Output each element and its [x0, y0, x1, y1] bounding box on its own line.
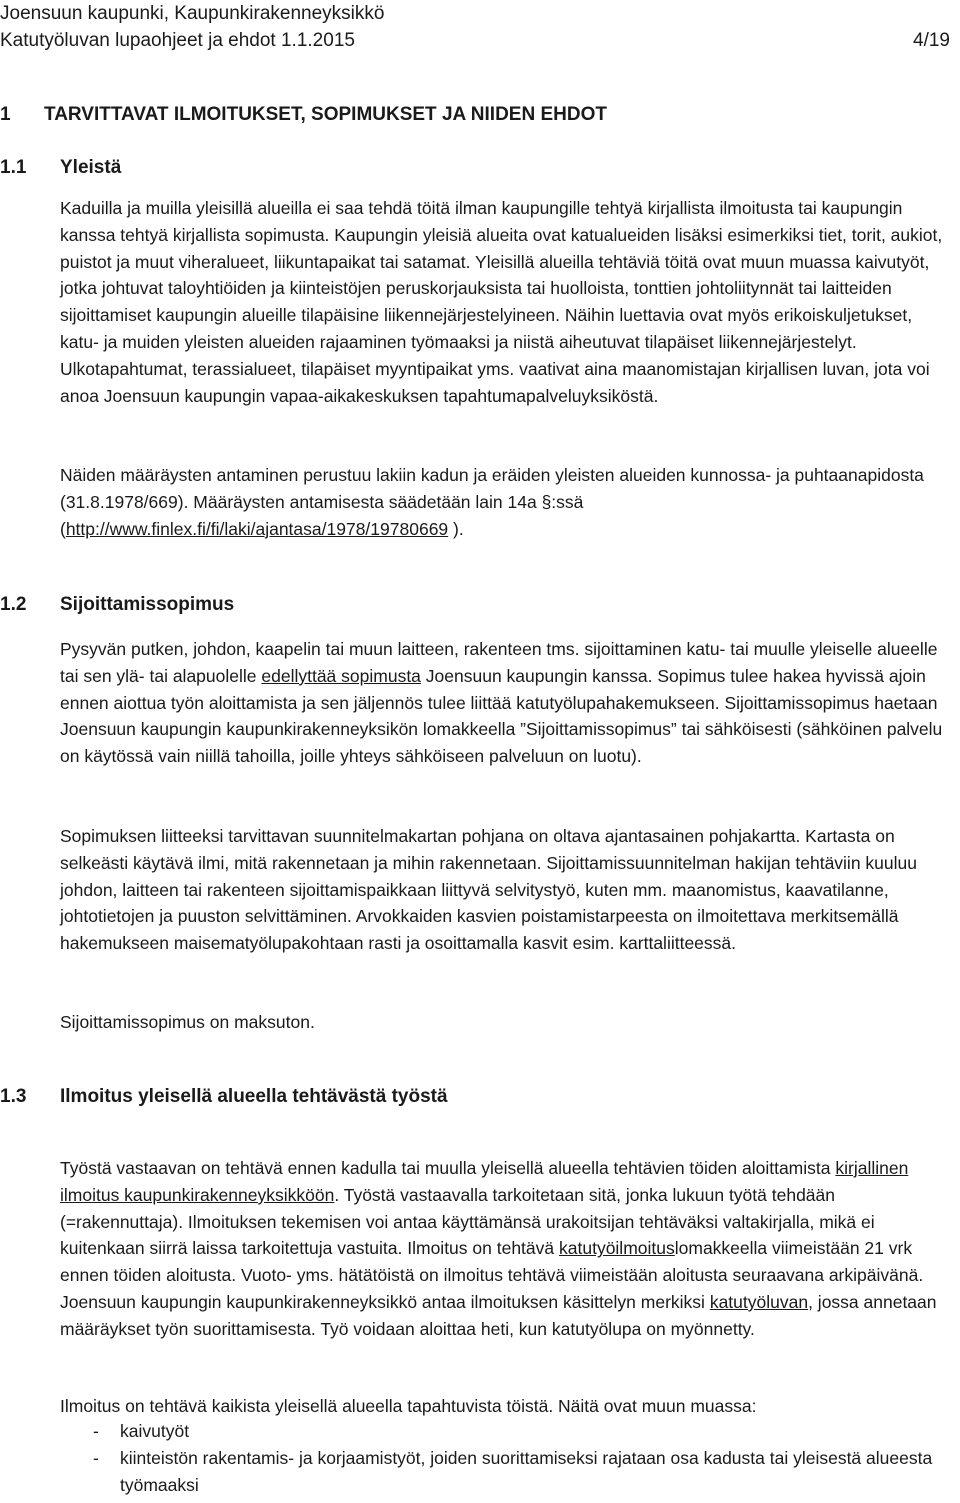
section-1-2-paragraph-3 — [60, 1009, 955, 1036]
section-title: TARVITTAVAT ILMOITUKSET, SOPIMUKSET JA NIIDEN EHDOT — [44, 104, 607, 125]
paragraph-text: Kaduilla ja muilla yleisillä alueilla ei saa tehdä töitä ilman kaupungille tehtyä kirjallista ilmoitusta tai kaupungin kanssa tehtyä kirjallista sopimusta. Kaupungin yleisiä alueita ovat katualueiden lisäksi esimerkiksi tiet, torit, aukiot, puistot ja muut viheralueet, liikuntapaikat tai satamat. Yleisillä alueilla tehtäviä töitä ovat muun muassa kaivutyöt, jotka johtuvat taloyhtiöiden ja kiinteistöjen peruskorjauksista tai huolloista, tonttien johtoliitynnät tai laitteiden sijoittamiset kaupungin alueille tilapäisine liikennejärjestelyineen. Näihin luettavia ovat myös erikoiskuljetukset, katu- ja muiden yleisten alueiden rajaaminen työmaaksi ja niistä aiheutuvat tilapäiset liikennejärjestelyt. Ulkotapahtumat, terassialueet, tilapäiset myyntipaikat yms. vaativat aina maanomistajan kirjallisen luvan, jota voi anoa Joensuun kaupungin vapaa-aikakeskuksen tapahtumapalveluyksiköstä. — [60, 198, 943, 406]
list-item — [60, 1445, 940, 1499]
text-run: lomakkeella viimeistään 21 vrk ennen töiden aloitusta. Vuoto- yms. hätätöistä on ilmoitus tehtävä viimeistään aloitusta seuraavana arkipäivänä. Joensuun kaupungin kaupunkirakenneyksikkö antaa ilmoituksen käsittelyn merkiksi — [60, 1238, 924, 1312]
page-header — [0, 0, 960, 54]
paragraph-text — [60, 1155, 955, 1343]
section-1-3-paragraph-1 — [60, 1155, 955, 1343]
katutyoilmoitus-link[interactable]: katutyöilmoitus — [559, 1238, 675, 1259]
paragraph-text: Sijoittamissopimus on maksuton. — [60, 1012, 315, 1032]
text-run: , jossa annetaan määräykset työn suorittamisesta. Työ voidaan aloittaa heti, kun katutyölupa on myönnetty. — [60, 1291, 937, 1339]
section-number: 1.3 — [0, 1086, 27, 1107]
list-item-text: kiinteistön rakentamis- ja korjaamistyöt, joiden suorittamiseksi rajataan osa kadusta tai yleisestä alueesta työmaaksi — [120, 1447, 933, 1495]
katutyolupa-link[interactable]: katutyöluvan — [709, 1291, 809, 1312]
section-1-1-paragraph-2 — [60, 462, 955, 542]
text-run: . Työstä vastaavalla tarkoitetaan sitä, jonka lukuun työtä tehdään (=rakennuttaja). Ilmoituksen tekemisen voi antaa käyttämänsä urakoitsijan tehtäväksi valtakirjalla, mikä ei kuitenkaan siirrä laissa tarkoitettuja vastuita. Ilmoitus on tehtävä — [60, 1184, 875, 1259]
section-1-3-paragraph-2 — [60, 1393, 955, 1420]
text-run: Pysyvän putken, johdon, kaapelin tai muun laitteen, rakenteen tms. sijoittaminen katu- tai muulle yleiselle alueelle tai sen ylä- tai alapuolelle — [60, 639, 938, 686]
section-1-3-heading — [0, 1086, 448, 1108]
section-1-2-heading — [0, 594, 234, 616]
header-line2 — [0, 27, 960, 54]
finlex-link[interactable]: http://www.finlex.fi/fi/laki/ajantasa/1978/19780669 — [65, 518, 449, 539]
text-run: ). — [448, 518, 464, 539]
paragraph-text: Ilmoitus on tehtävä kaikista yleisellä alueella tapahtuvista töistä. Näitä ovat muun muassa: — [60, 1396, 757, 1416]
section-1-1-paragraph-1 — [60, 195, 955, 409]
ilmoitus-link[interactable]: kirjallinen ilmoitus kaupunkirakenneyksikköön — [60, 1158, 909, 1205]
sopimus-link[interactable]: edellyttää sopimusta — [261, 665, 421, 686]
section-title: Sijoittamissopimus — [60, 594, 235, 615]
section-title: Ilmoitus yleisellä alueella tehtävästä työstä — [60, 1086, 448, 1107]
page-number: 4/19 — [913, 30, 950, 51]
section-number: 1.2 — [0, 594, 27, 615]
section-1-2-paragraph-1 — [60, 636, 955, 770]
section-number: 1.1 — [0, 157, 27, 178]
paragraph-text — [60, 462, 955, 542]
section-number: 1 — [0, 104, 11, 125]
section-1-1-heading — [0, 157, 121, 179]
list-dash: - — [93, 1447, 99, 1468]
list-item-text: kaivutyöt — [120, 1421, 190, 1441]
paragraph-text: Sopimuksen liitteeksi tarvittavan suunnitelmakartan pohjana on oltava ajantasainen pohjakartta. Kartasta on selkeästi käytävä ilmi, mitä rakennetaan ja mihin rakennetaan. Sijoittamissuunnitelman hakijan tehtäviin kuuluu johdon, laitteen tai rakenteen sijoittamispaikkaan liittyvä selvitystyö, kuten mm. maanomistus, kaavatilanne, johtotietojen ja puuston selvittäminen. Arvokkaiden kasvien poistamistarpeesta on ilmoitettava merkitsemällä hakemukseen maisematyölupakohtaan rasti ja osoittamalla kasvit esim. karttaliitteessä. — [60, 826, 917, 954]
section-1-heading — [0, 104, 607, 126]
section-1-2-paragraph-2 — [60, 823, 955, 957]
text-run: Näiden määräysten antaminen perustuu lakiin kadun ja eräiden yleisten alueiden kunnossa- ja puhtaanapidosta (31.8.1978/669). Määräysten antamisesta säädetään lain 14a §:ssä ( — [60, 465, 924, 539]
paragraph-text — [60, 636, 955, 770]
header-doc-title: Katutyöluvan lupaohjeet ja ehdot 1.1.2015 — [0, 30, 355, 51]
text-run: Joensuun kaupungin kanssa. Sopimus tulee hakea hyvissä ajoin ennen aiottua työn aloittamista ja sen jäljennös tulee liittää katutyölupahakemukseen. Sijoittamissopimus haetaan Joensuun kaupungin kaupunkirakenneyksikön lomakkeella ”Sijoittamissopimus” tai sähköisesti (sähköinen palvelu on käytössä vain niillä tahoilla, joille yhteys sähköiseen palveluun on luotu). — [60, 665, 943, 767]
section-title: Yleistä — [60, 157, 122, 178]
works-list — [60, 1418, 940, 1498]
text-run: Työstä vastaavan on tehtävä ennen kadulla tai muulla yleisellä alueella tehtävien töiden aloittamista — [60, 1158, 836, 1178]
list-dash: - — [93, 1421, 99, 1441]
list-item — [60, 1418, 940, 1445]
header-org: Joensuun kaupunki, Kaupunkirakenneyksikkö — [0, 3, 385, 24]
